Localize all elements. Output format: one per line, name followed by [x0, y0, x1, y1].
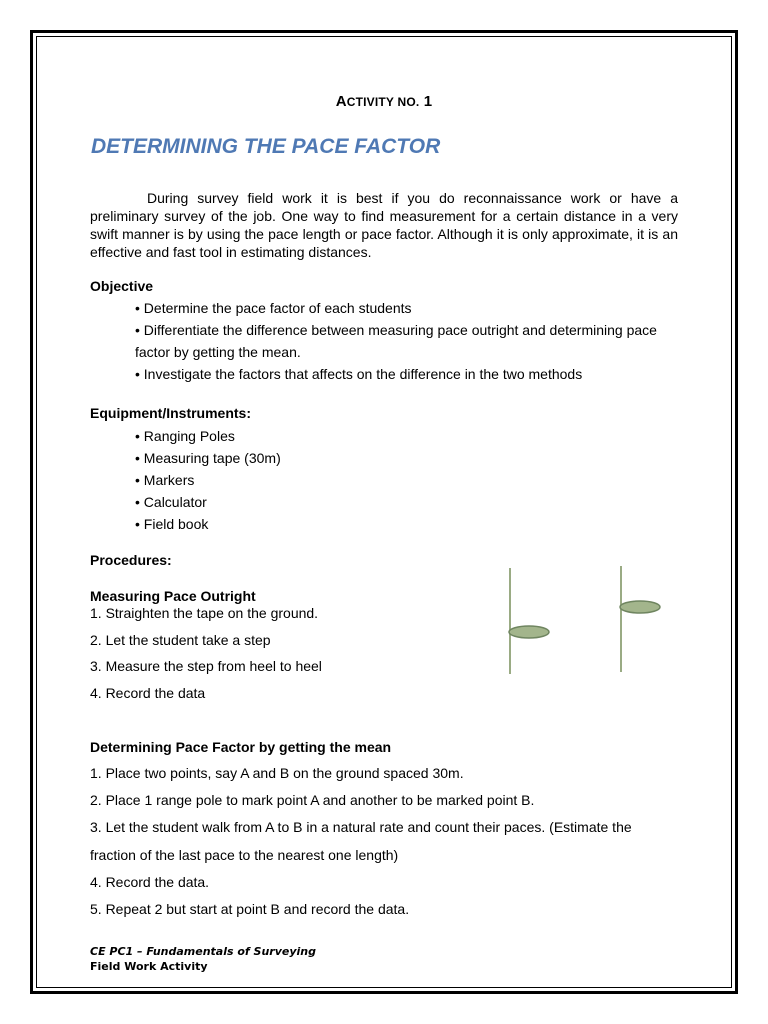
list-item: 2. Place 1 range pole to mark point A and another to be marked point B. [90, 792, 535, 809]
objective-list [135, 297, 695, 385]
list-item: • Measuring tape (30m) [135, 450, 281, 466]
list-item: • Calculator [135, 494, 207, 510]
equipment-list [135, 425, 281, 535]
list-item: 5. Repeat 2 but start at point B and record the data. [90, 901, 410, 918]
list-item: 1. Place two points, say A and B on the ground spaced 30m. [90, 765, 464, 781]
pace-outright-heading: Measuring Pace Outright [90, 588, 256, 604]
intro-paragraph: During survey field work it is best if you do reconnaissance work or have a preliminary survey of the job. One way to find measurement for a certain distance in a very swift manner is by using the pace length or pace factor. Although it is only approximate, it is an effective and fast tool in estimating distances. [90, 190, 678, 260]
page-title: DETERMINING THE PACE FACTOR [91, 135, 441, 158]
ranging-poles-illustration [500, 560, 680, 680]
list-item: • Investigate the factors that affects on the difference in the two methods [135, 366, 583, 382]
list-item: 1. Straighten the tape on the ground. [90, 605, 319, 621]
list-item: 4. Record the data [90, 684, 206, 701]
pace-outright-steps [90, 600, 322, 706]
list-item: 2. Let the student take a step [90, 631, 271, 648]
list-item: • Field book [135, 516, 209, 532]
list-item: 3. Measure the step from heel to heel [90, 658, 322, 674]
list-item: • Determine the pace factor of each students [135, 300, 412, 316]
activity-number: ACTIVITY NO. 1 [335, 93, 433, 110]
ranging-pole-b [620, 566, 660, 672]
footer-label: Field Work Activity [90, 960, 208, 973]
list-item: • Differentiate the difference between measuring pace outright and determining pace factor by getting the mean. [135, 322, 657, 360]
ranging-pole-a [509, 568, 549, 674]
list-item: • Ranging Poles [135, 428, 235, 444]
list-item: 4. Record the data. [90, 873, 210, 890]
list-item: fraction of the last pace to the nearest one length) [90, 846, 399, 863]
objective-heading: Objective [90, 278, 154, 294]
list-item: 3. Let the student walk from A to B in a natural rate and count their paces. (Estimate the [90, 819, 632, 836]
equipment-heading: Equipment/Instruments: [90, 405, 252, 421]
list-item: • Markers [135, 472, 195, 488]
page-footer [90, 944, 316, 974]
pace-mean-heading: Determining Pace Factor by getting the mean [90, 739, 392, 755]
pace-mean-steps [90, 760, 632, 923]
procedures-heading: Procedures: [90, 552, 172, 568]
footer-course: CE PC1 – Fundamentals of Surveying [90, 945, 316, 958]
